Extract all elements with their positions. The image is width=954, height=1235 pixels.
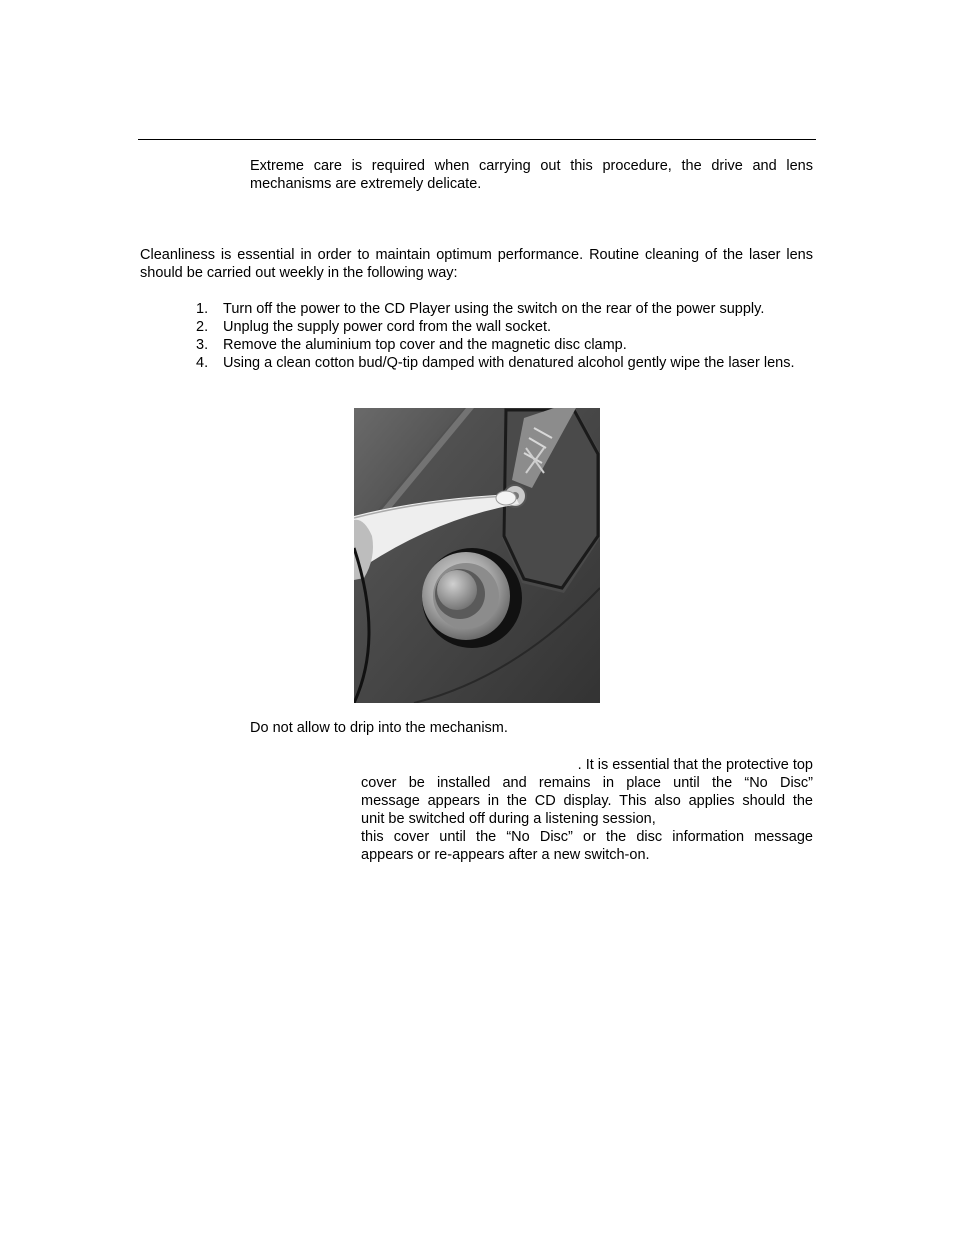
list-item bbox=[190, 336, 813, 354]
step-text: Unplug the supply power cord from the wall socket. bbox=[223, 319, 552, 335]
list-item bbox=[190, 318, 813, 336]
step-text: Turn off the power to the CD Player using the switch on the rear of the power supply. bbox=[223, 301, 765, 317]
header-rule bbox=[138, 139, 816, 140]
top-cover-note bbox=[361, 756, 813, 864]
note-line: cover be installed and remains in place until the “No Disc” bbox=[361, 775, 813, 791]
step-number: 1. bbox=[196, 301, 209, 317]
step-text: Using a clean cotton bud/Q-tip damped with denatured alcohol gently wipe the laser lens. bbox=[223, 355, 795, 371]
step-number: 2. bbox=[196, 319, 209, 335]
list-item bbox=[190, 354, 813, 372]
drip-warning-text: Do not allow to drip into the mechanism. bbox=[250, 720, 508, 736]
lens-cleaning-photo bbox=[354, 408, 600, 703]
note-line: this cover until the “No Disc” or the disc information message bbox=[361, 829, 813, 845]
caution-text: Extreme care is required when carrying out this procedure, the drive and lens mechanisms are extremely delicate. bbox=[250, 158, 813, 192]
intro-paragraph: Cleanliness is essential in order to maintain optimum performance. Routine cleaning of the laser lens should be carried out weekly in the following way: bbox=[140, 247, 813, 281]
note-line: . It is essential that the protective top bbox=[577, 757, 813, 773]
step-text: Remove the aluminium top cover and the magnetic disc clamp. bbox=[223, 337, 627, 353]
step-number: 3. bbox=[196, 337, 209, 353]
note-line: unit be switched off during a listening session, bbox=[361, 811, 656, 827]
list-item bbox=[190, 300, 813, 318]
step-number: 4. bbox=[196, 355, 209, 371]
note-line: message appears in the CD display. This also applies should the bbox=[361, 793, 813, 809]
cleaning-steps-list bbox=[190, 300, 813, 372]
note-line: appears or re-appears after a new switch-on. bbox=[361, 847, 650, 863]
